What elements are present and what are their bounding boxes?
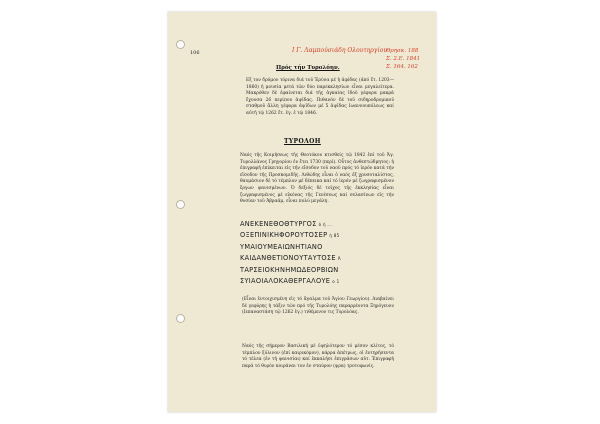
punch-hole — [176, 40, 185, 49]
section-heading: ΤΥΡΟΛΟΗ — [284, 138, 321, 145]
paragraph-church: Ναός τῆς Κοιμήσεως τῆς Θεοτόκου κτισθείς τῷ 1842 ἐπί τοῦ Ἁγ. Τυρολλάνος Γρηγορίου ἐν ἔτει 1730 (περί). Οὗτος ἀνθεστώδμητος: ἡ ἐπιγραφή ἐπίκειται εἰς τήν εἴσοδον τοῦ ναοῦ πρός τό ἱερόν κατά τήν εἴσοδον τῆς Προσκομιδῆς. Λιθώδης εἶναι ὁ ναός ἐξ χρυσοταλίστος, θαυμάσιον δέ τό τέμπλον μέ δέπεικα καί τό ἱερόν μέ ζωγραφισμένον ἔργων ψανισμένων. Ὁ δεξιός δέ τοῖχος τῆς ἐκκλησίας εἶναι ζωγραφισμένος μέ εἰκόνας τῆς Γενέσεως καί σελασίνων εἰς τήν θυσίαν τοῦ Ἀβραάμ, εἶναι πολύ μεγάλη. — [240, 153, 394, 205]
inscription-line: ΟΞΕΠΙΝΙΚΗΦΟΡΟΥΤΟΣΕΡ ἡ 85 — [240, 231, 340, 240]
margin-note-line: Θρησκ. 188 — [386, 48, 419, 54]
document-page — [168, 12, 436, 412]
inscription-line: ΑΝΕΚΕΝΕΘΟΘΤΥΡΓΟΣ ὁ ἡ ... — [240, 220, 333, 228]
paragraph-basilica: Ναός τῆς σήμερον Βασιλική μέ ὑψηλότερον τό μέσον κλίτος, τό τέμπλον ξύλινον (ἐπί καιρικόμον), κάρρα ἀπέτρως, οἱ ἐντηρήσεντα τό τέλεα (ἐν τή ψανισίαι) καί ἐκκαλῆσι ἐπιγράσων αὐτ. Ἐπιγραφή παρά τό θυρόν κοιράναι τον ἐν σταύρον (ψρα) τροτοφωνίς. — [242, 344, 394, 369]
margin-note-line: Σ. 164. 162 — [386, 64, 418, 70]
page-number: 106 — [190, 50, 200, 56]
handwritten-margin-note — [386, 47, 420, 71]
inscription-line: ΤΑΡΣΕΙΟΚΗΝΗΜΩΔΕΟΡΒΙΩΝ — [240, 265, 339, 274]
margin-note-line: Σ. 2.Ε. 1841 — [386, 56, 421, 62]
paragraph-bridges: Εξ τον δρόμον τόρινα διά τοῦ Ἐρύνα μέ ἡ ἀφίδας (ἀπό ἔτ. 1203—1860) ἡ μουσία μετά τῶν δύο παρεκκλησίων εἶναι μεγαλείτερα. Μακρόθεν δέ ἐφαίνεται διά τῆς ἀγκαίας ἰδοὐ γέφυρα μακρά ἔχουσα 26 περίπου ἀψῖδας. Πιθανόν δέ τοῦ σιδηροδρομικοῦ σταθμοῦ ἄλλη γέφυρα ἀψῖδων μέ 5 ἀψῖδας Ιωαννουπόλεως καί αὐτή τῷ 1262 ἔτ. ἐγ. ἐ τῷ 1846. — [246, 78, 394, 116]
paragraph-inscription-note: (Εἶναι ἐντοιχισμένη εἰς τό ἄγαλμα τοῦ Ἁγίου Γεωργίου). Διαβαίνει δέ γεφύρης ἡ τάξιν τῶν πρό τῆς Τυρολόης παραρρέοντα Ξηρόγευον (Ιεπαναστάση τῷ 1262 ἐγ.) τιθέμενον τις Τυρολόας. — [242, 297, 394, 316]
handwritten-author: Ι Γ. Λαμπούσιάδη Ολουτηργίου — [292, 47, 387, 54]
page-subtitle: Πρός τήν Τυρολόην. — [276, 65, 340, 71]
inscription-line: ΥΜΑΙΟΥΜΕΑΙΩΝΗΤΙΑΝΟ — [240, 242, 323, 251]
inscription-transcription — [240, 219, 390, 287]
inscription-line: ΚΑΙΔΑΝΘΕΤΙΟΝΟΥΤΑΥΤΟΣΕ Ἀ — [240, 254, 341, 263]
punch-hole — [176, 200, 185, 209]
punch-hole — [176, 314, 185, 323]
inscription-line: ΣΥΙΑΟΙΑΛΟΚΑΘΕΡΓΑΛΟΥΕ ο 1 — [240, 277, 340, 286]
